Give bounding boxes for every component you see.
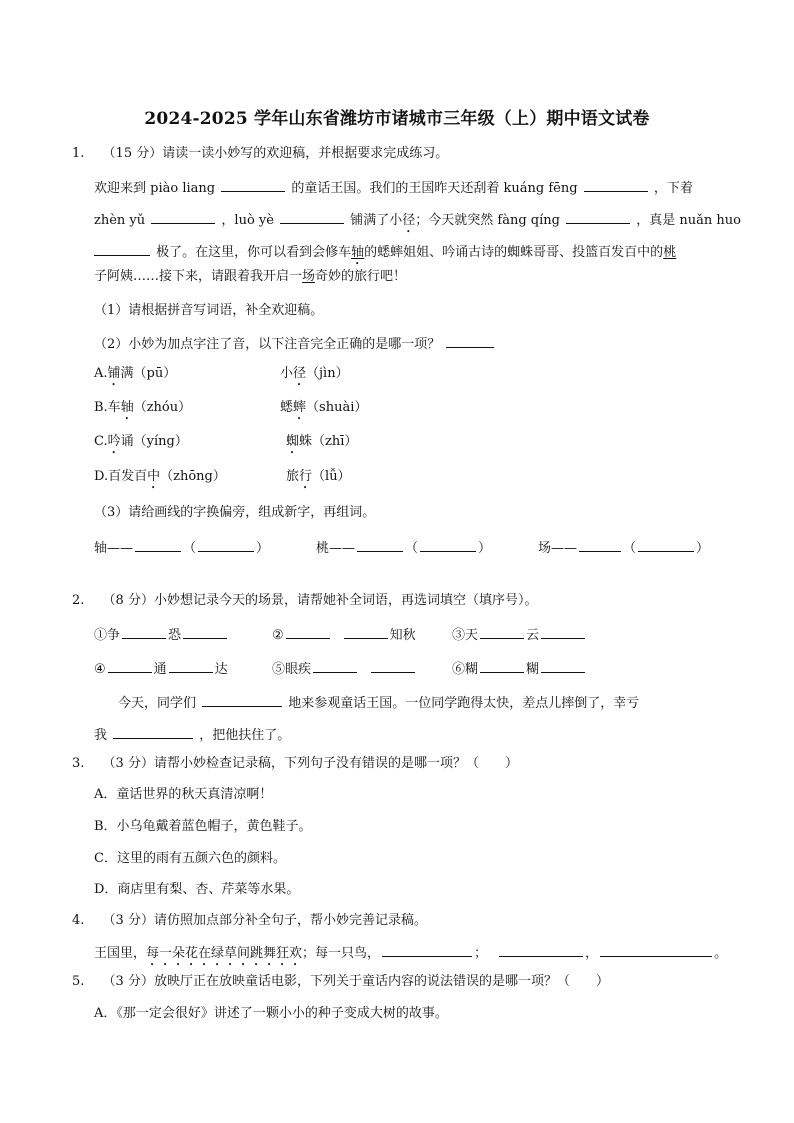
q1-radical-row: 轴—— （ ） 桃—— （ ） 场—— （ ） bbox=[0, 537, 794, 555]
q3-header: 3. （3 分）请帮小妙检查记录稿，下列句子没有错误的是哪一项？（ ） bbox=[72, 756, 518, 771]
blank-i2-2[interactable] bbox=[344, 624, 388, 639]
q1-passage-line-2: zhèn yǔ ，luò yè 铺满了小径；今天就突然 fàng qíng ，真是 nuǎn huo bbox=[94, 209, 741, 236]
blank-piaoliang[interactable] bbox=[221, 177, 285, 192]
blank-fangqing[interactable] bbox=[566, 209, 630, 224]
blank-kuangfeng[interactable] bbox=[584, 177, 648, 192]
blank-i4-1[interactable] bbox=[108, 658, 152, 673]
q1-sub1: （1）请根据拼音写词语，补全欢迎稿。 bbox=[94, 303, 324, 318]
q2-sentence-line-1: 今天，同学们 地来参观童话王国。一位同学跑得太快，差点儿摔倒了，幸亏 bbox=[118, 692, 639, 713]
blank-i5-1[interactable] bbox=[313, 658, 357, 673]
q2-idiom-row-1: ①争 恐 ② 知秋 ③天 云 bbox=[0, 624, 794, 642]
blank-s1[interactable] bbox=[202, 692, 282, 707]
blank-q4-2[interactable] bbox=[499, 942, 583, 957]
q5-header: 5. （3 分）放映厅正在放映童话电影，下列关于童话内容的说法错误的是哪一项？（ ） bbox=[72, 974, 609, 989]
q2-header: 2. （8 分）小妙想记录今天的场景，请帮她补全词语，再选词填空（填序号）。 bbox=[72, 593, 538, 608]
blank-rad1-char[interactable] bbox=[135, 537, 181, 552]
page-title: 2024-2025 学年山东省潍坊市诸城市三年级（上）期中语文试卷 bbox=[144, 109, 650, 129]
blank-i6-2[interactable] bbox=[541, 658, 585, 673]
q5-option-a[interactable]: A．《那一定会很好》讲述了一颗小小的种子变成大树的故事。 bbox=[94, 1006, 448, 1021]
blank-q4-3[interactable] bbox=[600, 942, 712, 957]
blank-rad1-word[interactable] bbox=[198, 537, 254, 552]
q1-header-text: （15 分）请读一读小妙写的欢迎稿，并根据要求完成练习。 bbox=[102, 146, 449, 161]
blank-rad3-char[interactable] bbox=[579, 537, 621, 552]
blank-i1-1[interactable] bbox=[122, 624, 166, 639]
blank-i6-1[interactable] bbox=[480, 658, 524, 673]
q3-option-b[interactable]: B．小乌龟戴着蓝色帽子，黄色鞋子。 bbox=[94, 819, 312, 834]
blank-rad2-word[interactable] bbox=[420, 537, 476, 552]
q1-passage-line-1: 欢迎来到 piào liang 的童话王国。我们的王国昨天还刮着 kuáng fēng ，下着 bbox=[94, 177, 693, 198]
blank-rad2-char[interactable] bbox=[357, 537, 403, 552]
blank-i1-2[interactable] bbox=[183, 624, 227, 639]
blank-rad3-word[interactable] bbox=[638, 537, 694, 552]
q1-passage-line-3: 极了。在这里，你可以看到会修车轴的蟋蟀姐姐、吟诵古诗的蜘蛛哥哥、投篮百发百中的桃 bbox=[94, 241, 676, 268]
blank-sub2-answer[interactable] bbox=[446, 333, 494, 348]
blank-luoye[interactable] bbox=[280, 209, 344, 224]
q2-sentence-line-2: 我 ，把他扶住了。 bbox=[94, 724, 290, 745]
q1-sub2: （2）小妙为加点字注了音，以下注音完全正确的是哪一项？ bbox=[94, 333, 496, 354]
q2-idiom-row-2: ④ 通 达 ⑤眼疾 ⑥糊 糊 bbox=[0, 658, 794, 676]
q1-passage-line-4: 子阿姨……接下来，请跟着我开启一场奇妙的旅行吧！ bbox=[94, 269, 407, 284]
q3-option-a[interactable]: A．童话世界的秋天真清凉啊！ bbox=[94, 787, 273, 802]
q1-sub3: （3）请给画线的字换偏旁，组成新字，再组词。 bbox=[94, 505, 376, 520]
q3-option-d[interactable]: D．商店里有梨、杏、芹菜等水果。 bbox=[94, 882, 300, 897]
blank-q4-1[interactable] bbox=[382, 942, 472, 957]
q1-option-a[interactable]: A.铺满（pū） 小径（jìn） bbox=[94, 366, 349, 381]
blank-i3-2[interactable] bbox=[541, 624, 585, 639]
q1-option-c[interactable]: C.吟诵（yíng） 蜘蛛（zhī） bbox=[94, 434, 358, 449]
q1-option-b[interactable]: B.车轴（zhóu） 蟋蟀（shuài） bbox=[94, 400, 368, 415]
q1-header bbox=[72, 145, 448, 163]
blank-s2[interactable] bbox=[113, 724, 193, 739]
q3-option-c[interactable]: C．这里的雨有五颜六色的颜料。 bbox=[94, 851, 286, 866]
blank-i4-2[interactable] bbox=[169, 658, 213, 673]
q1-option-d[interactable]: D.百发百中（zhōng） 旅行（lǚ） bbox=[94, 469, 351, 484]
blank-i5-2[interactable] bbox=[371, 658, 415, 673]
blank-i2-1[interactable] bbox=[286, 624, 330, 639]
q1-number: 1. bbox=[72, 146, 85, 161]
q4-sentence: 王国里，每一朵花在绿草间跳舞狂欢；每一只鸟， ； ， 。 bbox=[94, 942, 727, 969]
blank-zhenyu[interactable] bbox=[151, 209, 215, 224]
q4-header: 4. （3 分）请仿照加点部分补全句子，帮小妙完善记录稿。 bbox=[72, 913, 427, 928]
blank-nuanhuo[interactable] bbox=[94, 241, 150, 256]
blank-i3-1[interactable] bbox=[480, 624, 524, 639]
